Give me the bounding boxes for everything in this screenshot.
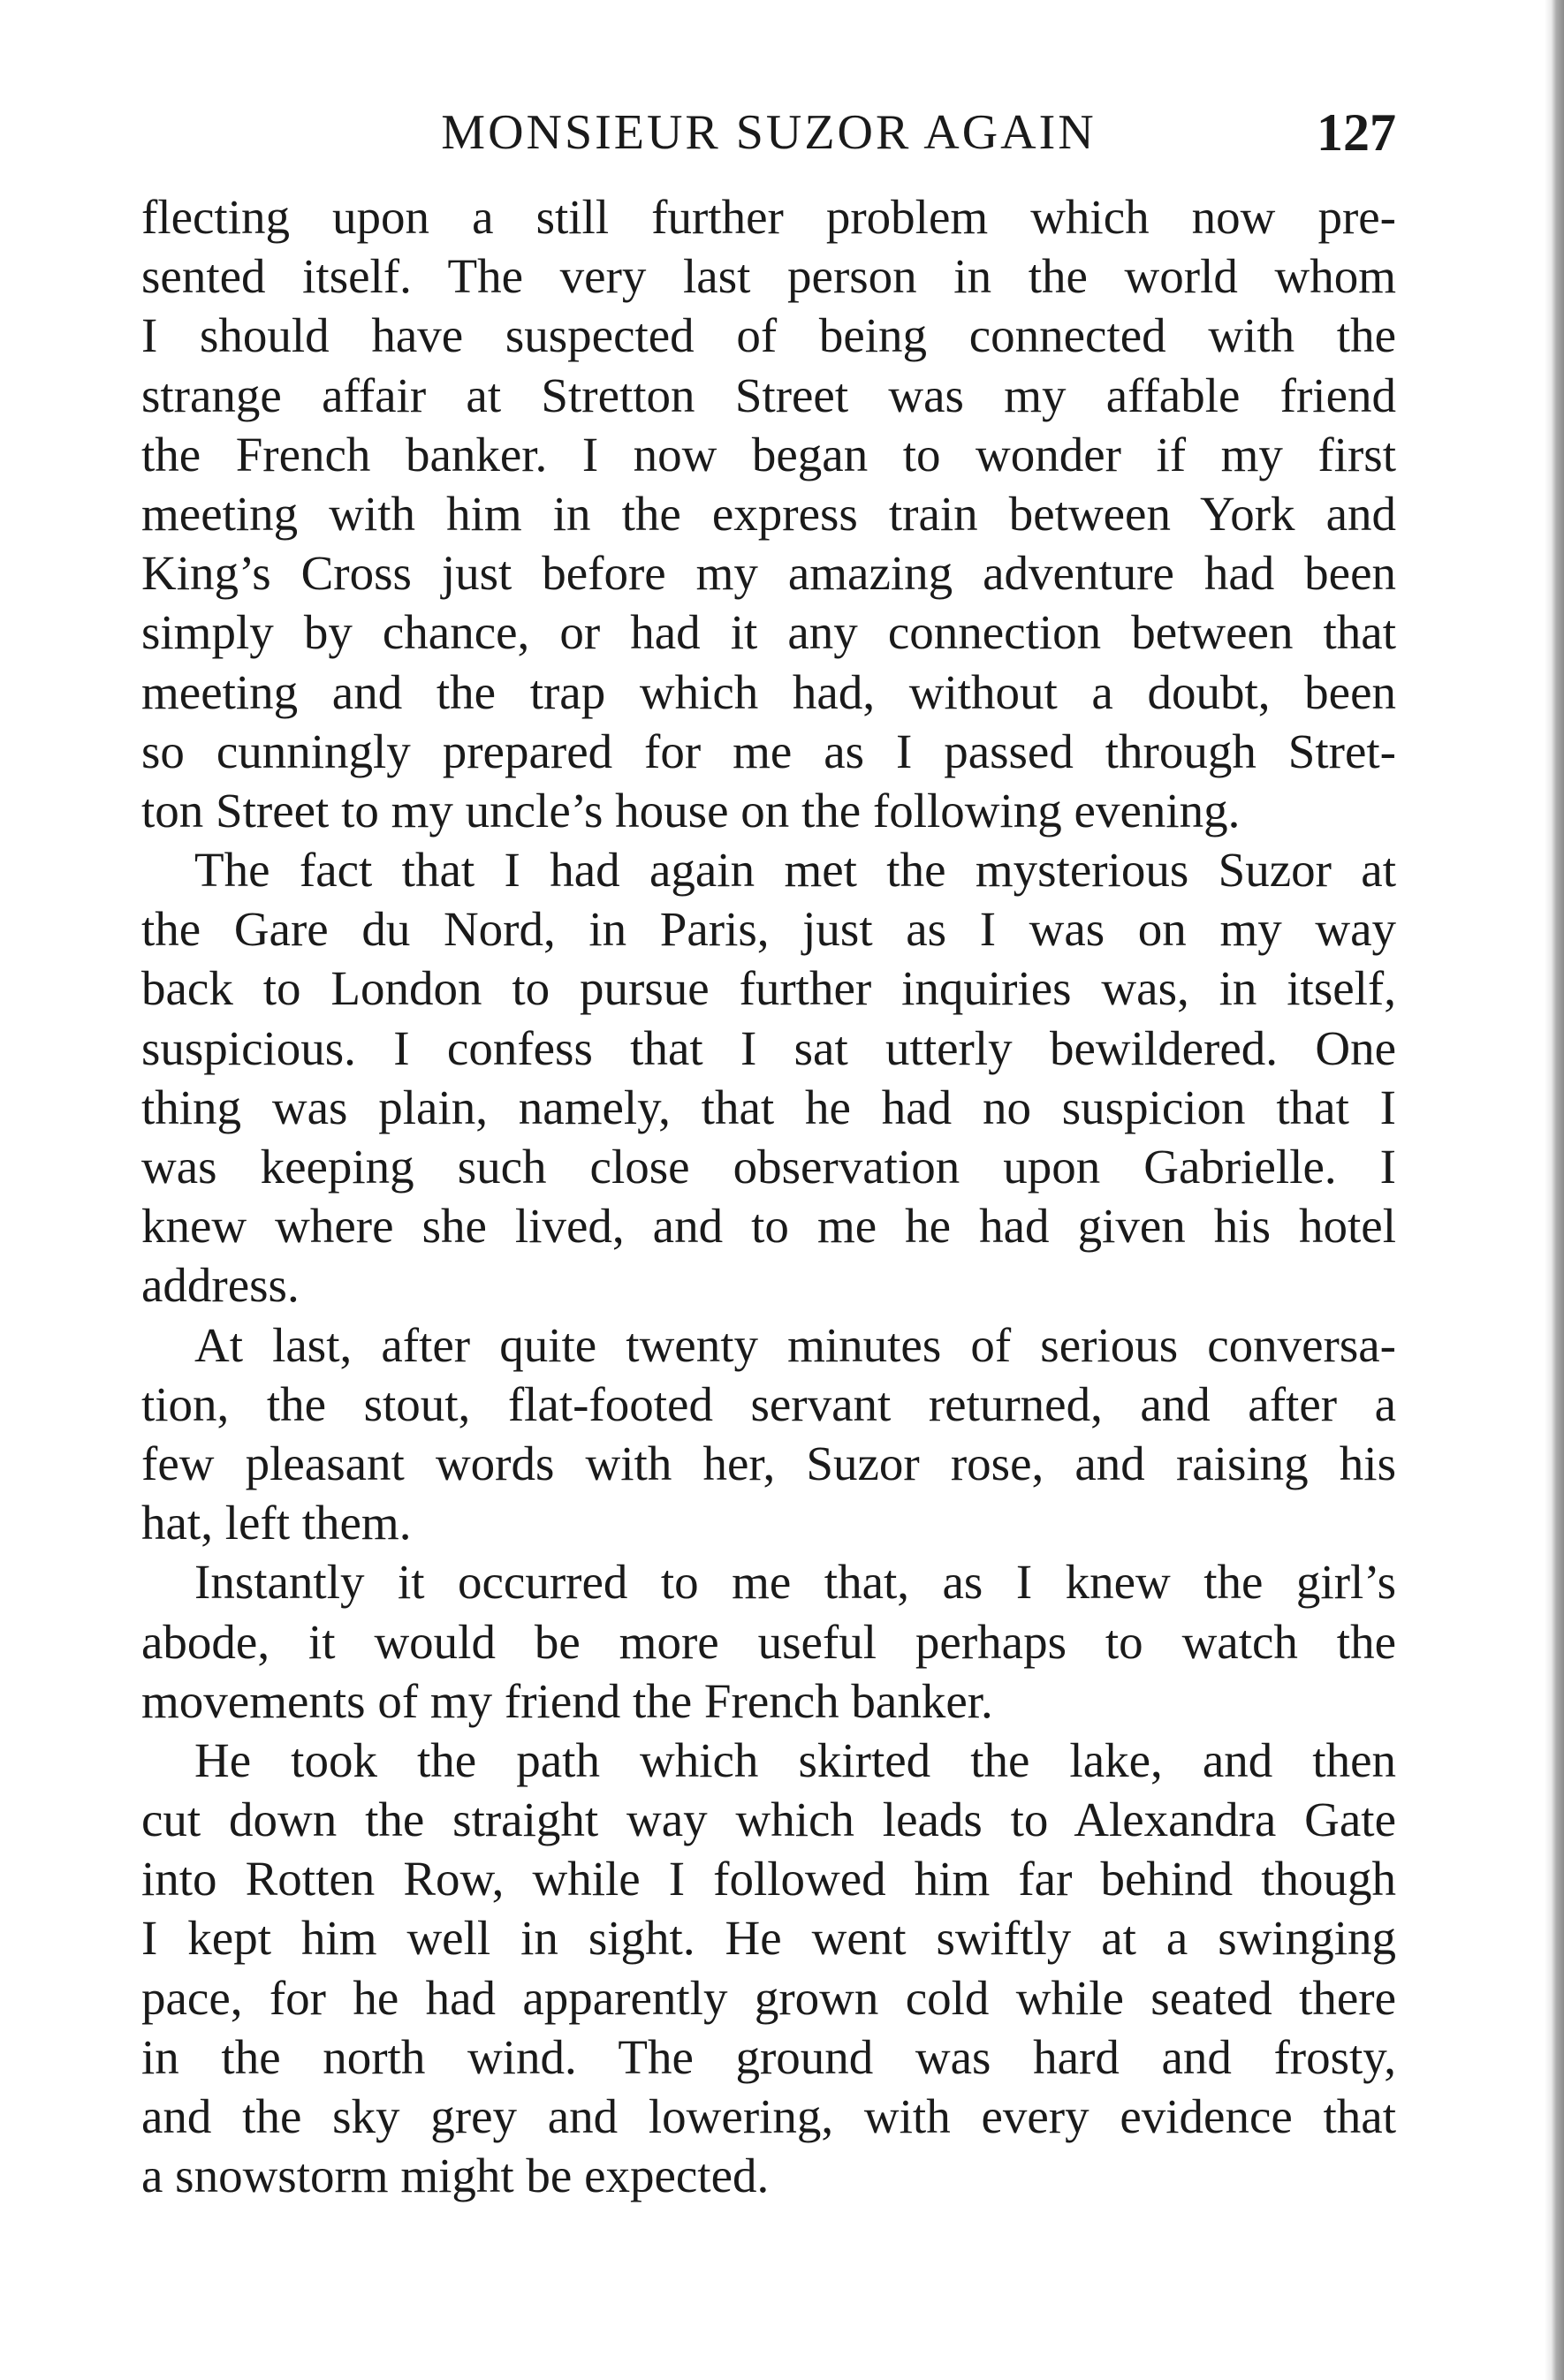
text-line: hat, left them.: [141, 1496, 412, 1550]
text-line: the Gare du Nord, in Paris, just as I was on my way: [141, 902, 1396, 957]
page-number: 127: [1317, 103, 1396, 162]
paragraph-start-line: He took the path which skirted the lake, and then: [194, 1732, 1396, 1787]
text-line: pace, for he had apparently grown cold while seated there: [141, 1970, 1396, 2025]
page-edge-shadow: [1545, 0, 1564, 2380]
text-line: knew where she lived, and to me he had given his hotel: [141, 1199, 1396, 1254]
text-line: into Rotten Row, while I followed him far behind though: [141, 1852, 1396, 1906]
text-line: I should have suspected of being connected with the: [141, 308, 1396, 363]
text-line: cut down the straight way which leads to Alexandra Gate: [141, 1793, 1396, 1847]
text-line: movements of my friend the French banker.: [141, 1673, 993, 1728]
text-line: sented itself. The very last person in the world whom: [141, 249, 1396, 304]
paragraph-start-line: At last, after quite twenty minutes of serious conversa-: [194, 1317, 1396, 1372]
paragraph-start-line: Instantly it occurred to me that, as I knew the girl’s: [194, 1555, 1396, 1610]
text-line: ton Street to my uncle’s house on the following evening.: [141, 783, 1241, 838]
text-line: a snowstorm might be expected.: [141, 2149, 770, 2203]
text-line: strange affair at Stretton Street was my affable friend: [141, 368, 1396, 422]
text-line: suspicious. I confess that I sat utterly bewildered. One: [141, 1020, 1396, 1075]
chapter-title: MONSIEUR SUZOR AGAIN: [441, 105, 1097, 160]
paragraph-start-line: The fact that I had again met the mysterious Suzor at: [194, 843, 1396, 898]
text-line: meeting and the trap which had, without a doubt, been: [141, 664, 1396, 719]
text-line: back to London to pursue further inquiries was, in itself,: [141, 961, 1396, 1016]
text-line: thing was plain, namely, that he had no suspicion that I: [141, 1080, 1396, 1134]
text-line: abode, it would be more useful perhaps to watch the: [141, 1614, 1396, 1669]
text-line: was keeping such close observation upon Gabrielle. I: [141, 1140, 1396, 1194]
body-text: [141, 187, 1396, 2205]
running-head: [141, 97, 1396, 168]
text-line: and the sky grey and lowering, with every evidence that: [141, 2089, 1396, 2143]
text-line: simply by chance, or had it any connection between that: [141, 605, 1396, 660]
text-line: so cunningly prepared for me as I passed through Stret-: [141, 724, 1396, 778]
text-line: meeting with him in the express train between York and: [141, 486, 1396, 541]
text-line: I kept him well in sight. He went swiftly at a swinging: [141, 1911, 1396, 1966]
text-line: the French banker. I now began to wonder if my first: [141, 427, 1396, 481]
text-line: King’s Cross just before my amazing adventure had been: [141, 546, 1396, 601]
text-line: few pleasant words with her, Suzor rose, and raising his: [141, 1436, 1396, 1490]
text-line: flecting upon a still further problem which now pre-: [141, 190, 1396, 244]
text-line: tion, the stout, flat-footed servant returned, and after a: [141, 1376, 1396, 1431]
text-line: in the north wind. The ground was hard and frosty,: [141, 2029, 1396, 2084]
text-line: address.: [141, 1258, 300, 1313]
